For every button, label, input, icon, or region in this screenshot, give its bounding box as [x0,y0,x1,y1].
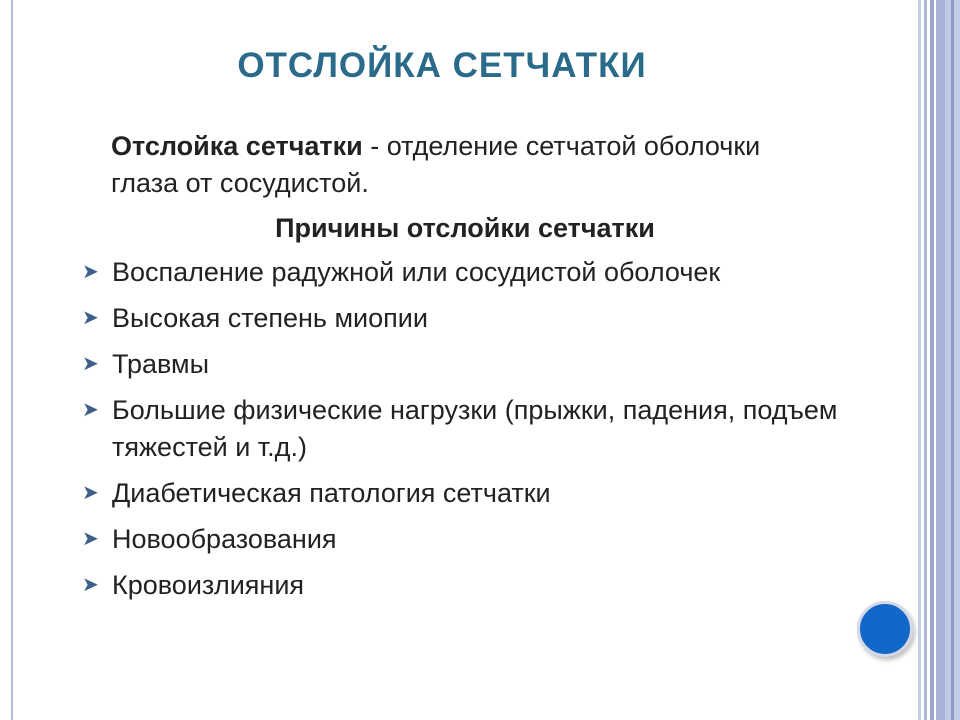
list-item [82,567,862,604]
right-stripe [924,0,927,720]
arrow-bullet-icon: ➤ [82,353,99,375]
list-item [82,300,862,337]
definition-text: - отделение сетчатой оболочки глаза от сосудистой. [111,131,761,198]
list-item-text: Высокая степень миопии [112,303,428,333]
list-item [82,346,862,383]
list-item [82,392,862,466]
blue-circle-decoration [857,601,913,657]
arrow-bullet-icon: ➤ [82,574,99,596]
list-item [82,254,862,291]
list-item [82,521,862,558]
causes-subheading: Причины отслойки сетчатки [275,213,655,243]
arrow-bullet-icon: ➤ [82,399,99,421]
right-stripe [930,0,934,720]
list-item-text: Воспаление радужной или сосудистой оболочек [112,257,721,287]
list-item-text: Кровоизлияния [112,570,305,600]
list-item-text: Травмы [112,349,210,379]
right-stripe [918,0,921,720]
arrow-bullet-icon: ➤ [82,261,99,283]
list-item-text: Большие физические нагрузки (прыжки, падения, подъем тяжестей и т.д.) [112,395,838,462]
slide-title: ОТСЛОЙКА СЕТЧАТКИ [237,46,647,85]
definition-paragraph [111,128,811,202]
right-stripe [951,0,954,720]
left-frame-line [11,0,13,720]
list-item [82,475,862,512]
list-item-text: Диабетическая патология сетчатки [112,478,551,508]
list-item-text: Новообразования [112,524,337,554]
right-stripe [936,0,945,720]
arrow-bullet-icon: ➤ [82,307,99,329]
arrow-bullet-icon: ➤ [82,528,99,550]
definition-term: Отслойка сетчатки [111,131,363,161]
causes-list [82,254,862,613]
arrow-bullet-icon: ➤ [82,482,99,504]
